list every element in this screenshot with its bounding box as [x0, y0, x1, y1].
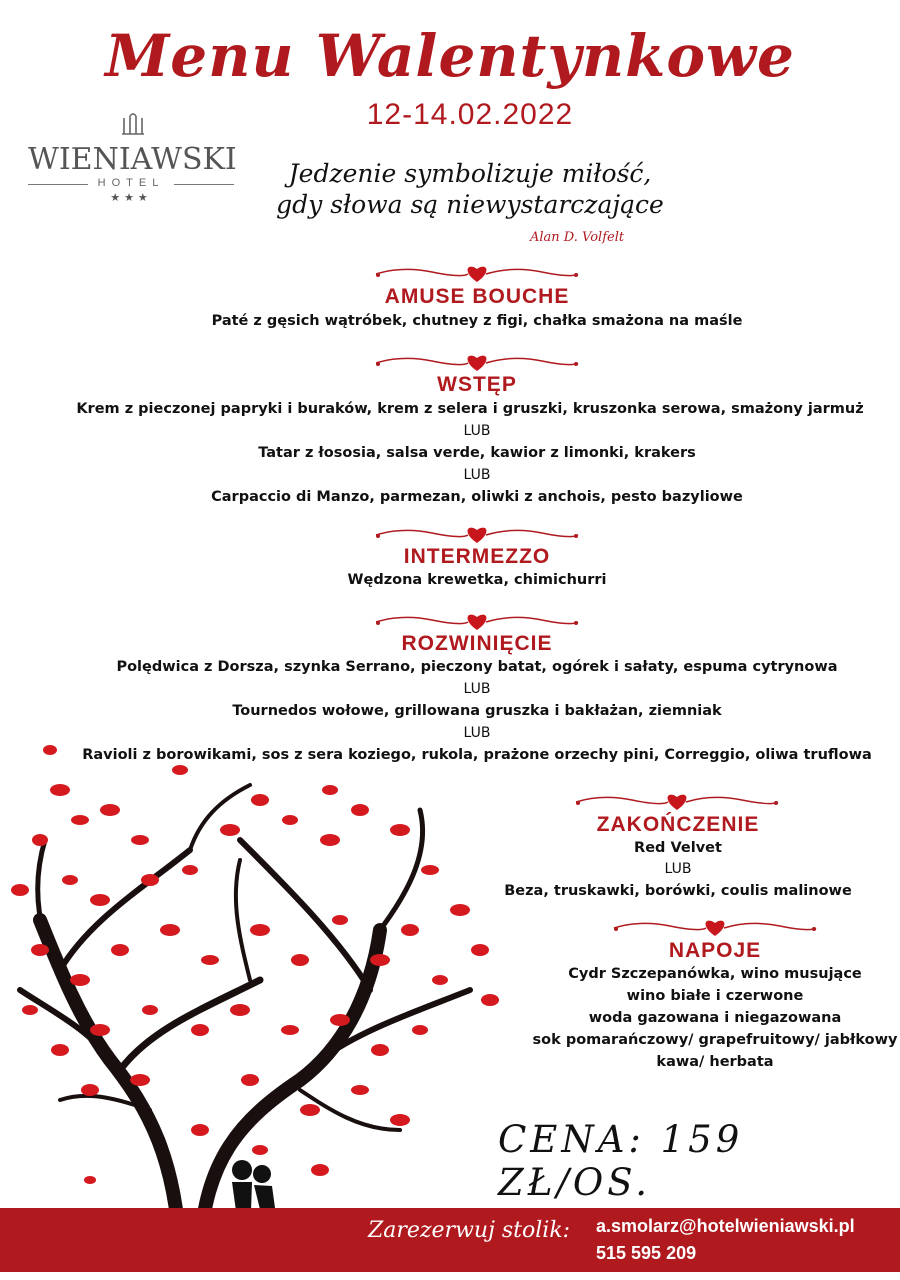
- quote-line-2: gdy słowa są niewystarczające: [276, 190, 664, 219]
- menu-title: Menu Walentynkowe: [105, 22, 795, 90]
- heart-divider-icon: [372, 262, 582, 284]
- heart-divider-icon: [610, 916, 820, 938]
- contact-phone[interactable]: 515 595 209: [596, 1243, 697, 1263]
- section-title-zakonczenie: ZAKOŃCZENIE: [596, 813, 760, 836]
- wstep-or-1: LUB: [463, 423, 491, 439]
- napoje-item-5: kawa/ herbata: [656, 1054, 774, 1070]
- price: CENA: 159 ZŁ/OS.: [498, 1118, 744, 1204]
- heart-divider-icon: [572, 790, 782, 812]
- violin-icon: [116, 112, 156, 136]
- wstep-item-1: Krem z pieczonej papryki i buraków, krem z selera i gruszki, kruszonka serowa, smażony jarmuż: [76, 401, 864, 417]
- heart-divider-icon: [372, 523, 582, 545]
- rozwiniecie-or-1: LUB: [463, 681, 491, 697]
- napoje-item-2: wino białe i czerwone: [626, 988, 804, 1004]
- zakonczenie-item-1: Red Velvet: [634, 840, 722, 856]
- menu-dates: 12-14.02.2022: [366, 98, 574, 131]
- section-title-napoje: NAPOJE: [668, 939, 762, 962]
- napoje-item-1: Cydr Szczepanówka, wino musujące: [568, 966, 862, 982]
- quote-line-1: Jedzenie symbolizuje miłość,: [288, 159, 652, 188]
- intermezzo-item-1: Wędzona krewetka, chimichurri: [347, 572, 607, 588]
- hotel-logo-subtitle: HOTEL: [28, 177, 234, 189]
- zakonczenie-item-2: Beza, truskawki, borówki, coulis malinowe: [504, 883, 852, 899]
- hotel-logo-name: WIENIAWSKI: [28, 142, 237, 177]
- napoje-item-4: sok pomarańczowy/ grapefruitowy/ jabłkowy: [532, 1032, 898, 1048]
- section-title-rozwiniecie: ROZWINIĘCIE: [401, 632, 553, 655]
- quote: [230, 158, 710, 220]
- reserve-label: Zarezerwuj stolik:: [368, 1218, 571, 1243]
- hotel-logo-stars: ★★★: [110, 191, 152, 204]
- quote-author: Alan D. Volfelt: [530, 230, 625, 245]
- amuse-item-1: Paté z gęsich wątróbek, chutney z figi, chałka smażona na maśle: [211, 313, 743, 329]
- section-title-wstep: WSTĘP: [437, 373, 517, 396]
- section-title-intermezzo: INTERMEZZO: [403, 545, 551, 568]
- napoje-item-3: woda gazowana i niegazowana: [588, 1010, 842, 1026]
- section-title-amuse: AMUSE BOUCHE: [384, 285, 570, 308]
- rozwiniecie-item-3: Ravioli z borowikami, sos z sera koziego, rukola, prażone orzechy pini, Correggio, oliwa truflowa: [82, 747, 872, 763]
- rozwiniecie-or-2: LUB: [463, 725, 491, 741]
- heart-tree-illustration: [0, 730, 520, 1280]
- hotel-logo: [28, 112, 237, 204]
- wstep-item-2: Tatar z łososia, salsa verde, kawior z limonki, krakers: [258, 445, 696, 461]
- rozwiniecie-item-1: Polędwica z Dorsza, szynka Serrano, pieczony batat, ogórek i sałaty, espuma cytrynowa: [116, 659, 838, 675]
- contact-email[interactable]: a.smolarz@hotelwieniawski.pl: [596, 1216, 855, 1236]
- heart-divider-icon: [372, 610, 582, 632]
- wstep-item-3: Carpaccio di Manzo, parmezan, oliwki z anchois, pesto bazyliowe: [211, 489, 743, 505]
- heart-divider-icon: [372, 351, 582, 373]
- zakonczenie-or-1: LUB: [664, 861, 692, 877]
- wstep-or-2: LUB: [463, 467, 491, 483]
- rozwiniecie-item-2: Tournedos wołowe, grillowana gruszka i bakłażan, ziemniak: [232, 703, 722, 719]
